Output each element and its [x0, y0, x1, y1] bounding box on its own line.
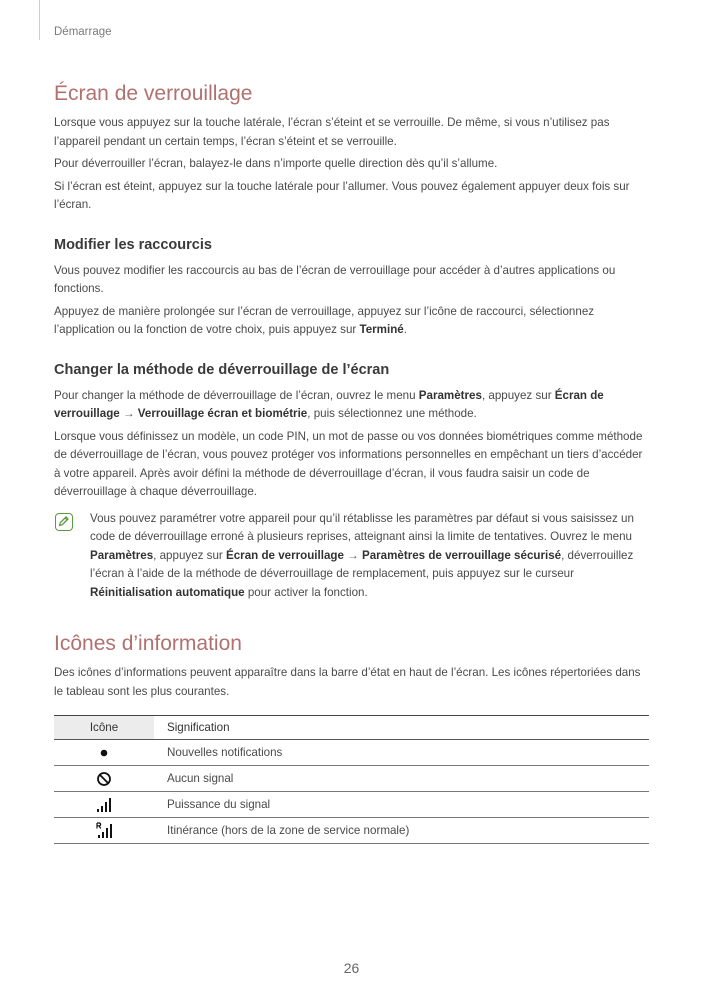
running-head: Démarrage [54, 26, 112, 38]
table-cell-meaning: Puissance du signal [154, 792, 649, 818]
icons-table [54, 715, 649, 844]
ui-term: Paramètres de verrouillage sécurisé [361, 548, 562, 562]
ui-term: Écran de verrouillage [226, 548, 344, 562]
column-header-meaning: Signification [154, 716, 649, 740]
column-header-icon: Icône [54, 716, 154, 740]
table-row [54, 792, 649, 818]
note-box [54, 510, 649, 603]
no-signal-icon [96, 771, 112, 787]
page-content [54, 80, 649, 844]
paragraph: Pour changer la méthode de déverrouillage de l’écran, ouvrez le menu Paramètres, appuyez sur Écran de verrouillage → Verrouillage écran et biométrie, puis sélectionnez une méthode. [54, 388, 604, 420]
paragraph: Des icônes d’informations peuvent apparaître dans la barre d’état en haut de l’écran. Les icônes répertoriées dans le tableau sont les plus courantes. [54, 666, 641, 698]
paragraph: Lorsque vous définissez un modèle, un code PIN, un mot de passe ou vos données biométriques comme méthode de déverrouillage de l’écran, vous pouvez protéger vos informations personnelles en empêchant un tiers d’accéder à votre appareil. Après avoir défini la méthode de déverrouillage d’écran, il vous faudra saisir un code de déverrouillage à chaque déverrouillage. [54, 429, 643, 498]
ui-term: Paramètres [90, 548, 154, 562]
ui-term: Verrouillage écran et biométrie [137, 407, 308, 420]
table-cell-meaning: Itinérance (hors de la zone de service normale) [154, 818, 649, 844]
dot-notification-icon [99, 748, 109, 758]
ui-term: Réinitialisation automatique [90, 585, 245, 599]
page-number: 26 [343, 960, 360, 976]
signal-strength-icon [96, 797, 112, 813]
subsection-title-unlock-method: Changer la méthode de déverrouillage de l’écran [54, 361, 390, 378]
table-cell-meaning: Aucun signal [154, 766, 649, 792]
table-cell-meaning: Nouvelles notifications [154, 740, 649, 766]
margin-rule [39, 0, 40, 40]
paragraph: Appuyez de manière prolongée sur l’écran de verrouillage, appuyez sur l’icône de raccourci, sélectionnez l’application ou la fonction de votre choix, puis appuyez sur Terminé. [54, 304, 595, 336]
table-header-row [54, 716, 649, 740]
note-pencil-icon [55, 513, 73, 531]
ui-term: Terminé [359, 323, 404, 336]
section-title-info-icons: Icônes d’information [54, 632, 242, 655]
roaming-signal-icon [96, 822, 113, 839]
table-row [54, 766, 649, 792]
paragraph: Lorsque vous appuyez sur la touche latérale, l’écran s’éteint et se verrouille. De même, si vous n’utilisez pas l’appareil pendant un certain temps, l’écran s’éteint et se verrouille. [54, 116, 610, 148]
table-row [54, 818, 649, 844]
table-row [54, 740, 649, 766]
note-text: Vous pouvez paramétrer votre appareil pour qu’il rétablisse les paramètres par défaut si vous saisissez un code de déverrouillage erroné à plusieurs reprises, atteignant ainsi la limite de tentatives. Ouvrez le menu Paramètres, appuyez sur Écran de verrouillage → Paramètres de verrouillage sécurisé, déverrouillez l’écran à l’aide de la méthode de déverrouillage de remplacement, puis appuyez sur le curseur Réinitialisation automatique pour activer la fonction. [90, 511, 634, 599]
section-title-lock-screen: Écran de verrouillage [54, 82, 253, 105]
paragraph: Vous pouvez modifier les raccourcis au bas de l’écran de verrouillage pour accéder à d’autres applications ou fonctions. [54, 263, 616, 295]
paragraph: Pour déverrouiller l’écran, balayez-le dans n’importe quelle direction dès qu’il s’allume. [54, 157, 498, 170]
paragraph: Si l’écran est éteint, appuyez sur la touche latérale pour l’allumer. Vous pouvez également appuyer deux fois sur l’écran. [54, 179, 630, 211]
ui-term: Écran de verrouillage [54, 388, 604, 420]
subsection-title-shortcuts: Modifier les raccourcis [54, 236, 212, 253]
ui-term: Paramètres [418, 388, 482, 402]
